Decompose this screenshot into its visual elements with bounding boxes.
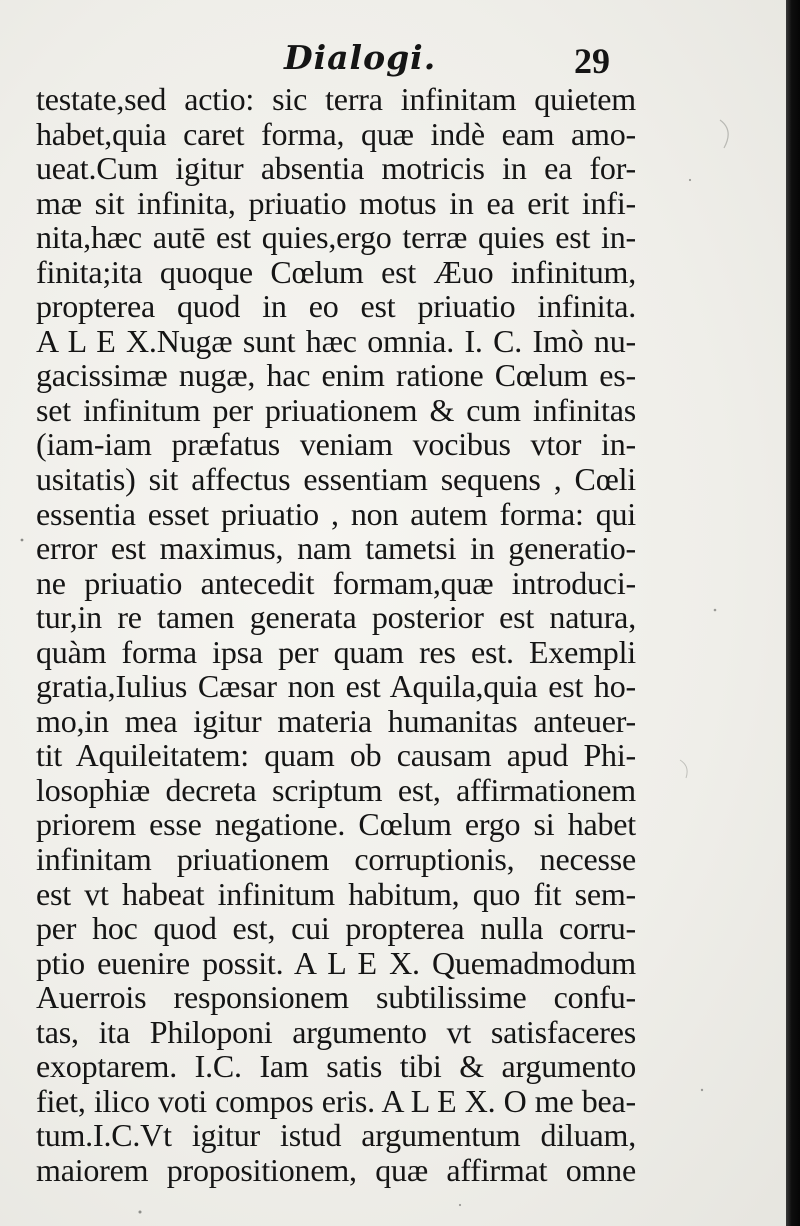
text-line: tit Aquileitatem: quam ob causam apud Phi- [36,737,636,774]
text-line: usitatis) sit affectus essentiam sequens , Cœli [36,461,636,498]
text-line: error est maximus, nam tametsi in generatio- [36,530,636,567]
text-line: habet,quia caret forma, quæ indè eam amo- [36,115,636,152]
text-line: tum.I.C.Vt igitur istud argumentum diluam, [36,1117,636,1154]
body-text [36,82,636,1188]
text-line: mæ sit infinita, priuatio motus in ea erit infi- [36,184,636,221]
text-line: ne priuatio antecedit formam,quæ introduci- [36,564,636,601]
text-line: mo,in mea igitur materia humanitas anteuer- [36,702,636,739]
text-line: testate,sed actio: sic terra infinitam quietem [36,81,636,117]
text-line: per hoc quod est, cui propterea nulla corru- [36,910,636,947]
text-line: losophiæ decreta scriptum est, affirmationem [36,771,636,808]
text-line: propterea quod in eo est priuatio infinita. [36,288,636,325]
text-line: finita;ita quoque Cœlum est Æuo infinitum, [36,253,636,290]
text-line: set infinitum per priuationem & cum infinitas [36,391,636,428]
text-line: ueat.Cum igitur absentia motricis in ea for- [36,150,636,187]
text-line: ptio euenire possit. A L E X. Quemadmodum [36,944,636,981]
text-line: maiorem propositionem, quæ affirmat omne [36,1151,636,1188]
text-line: (iam-iam præfatus veniam vocibus vtor in- [36,426,636,463]
text-line: est vt habeat infinitum habitum, quo fit sem- [36,875,636,912]
text-line: tur,in re tamen generata posterior est natura, [36,599,636,636]
text-line: nita,hæc autē est quies,ergo terræ quies est in- [36,219,636,256]
text-line: fiet, ilico voti compos eris. A L E X. O me bea- [36,1082,636,1119]
text-line: infinitam priuationem corruptionis, necesse [36,841,636,878]
text-line: Auerrois responsionem subtilissime confu- [36,979,636,1016]
text-line: A L E X.Nugæ sunt hæc omnia. I. C. Imò nu- [36,322,636,359]
text-line: essentia esset priuatio , non autem forma: qui [36,495,636,532]
text-line: exoptarem. I.C. Iam satis tibi & argumento [36,1048,636,1085]
running-title: Dialogi. [284,38,437,77]
text-line: gacissimæ nugæ, hac enim ratione Cœlum es- [36,357,636,394]
page-number: 29 [574,41,610,81]
book-spine-shadow [786,0,800,1226]
text-line: tas, ita Philoponi argumento vt satisfaceres [36,1013,636,1050]
text-line: gratia,Iulius Cæsar non est Aquila,quia est ho- [36,668,636,705]
text-line: quàm forma ipsa per quam res est. Exempli [36,633,636,670]
text-line: priorem esse negatione. Cœlum ergo si habet [36,806,636,843]
